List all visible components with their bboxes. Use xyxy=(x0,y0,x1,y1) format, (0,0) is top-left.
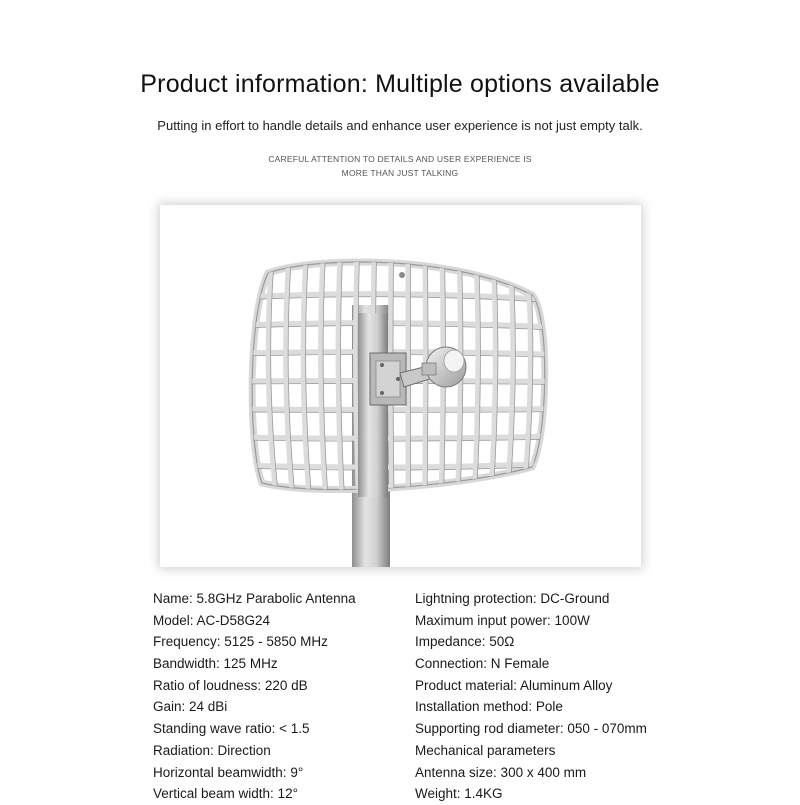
spec-line: Impedance: 50Ω xyxy=(415,634,515,650)
spec-line: Name: 5.8GHz Parabolic Antenna xyxy=(153,591,356,606)
spec-line: Antenna size: 300 x 400 mm xyxy=(415,764,587,780)
page-subtitle: Putting in effort to handle details and enhance user experience is not just empty talk. xyxy=(157,118,643,133)
spec-line: Horizontal beamwidth: 9° xyxy=(153,764,304,780)
spec-line: Vertical beam width: 12° xyxy=(153,786,298,802)
spec-line: Mechanical parameters xyxy=(415,742,556,758)
spec-line: Connection: N Female xyxy=(415,656,550,672)
spec-line: Ratio of loudness: 220 dB xyxy=(153,677,308,693)
page-title: Product information: Multiple options available xyxy=(140,70,660,98)
spec-line: Radiation: Direction xyxy=(153,742,271,758)
spec-line: Standing wave ratio: < 1.5 xyxy=(153,721,310,737)
caption-line-1: CAREFUL ATTENTION TO DETAILS AND USER EXPERIENCE IS xyxy=(268,154,532,164)
caption xyxy=(0,152,800,180)
spec-line: Weight: 1.4KG xyxy=(415,786,503,802)
spec-line: Product material: Aluminum Alloy xyxy=(415,677,613,693)
spec-line: Model: AC-D58G24 xyxy=(153,612,271,628)
product-photo xyxy=(160,205,641,567)
spec-line: Installation method: Pole xyxy=(415,699,563,715)
spec-list-right xyxy=(415,588,647,805)
spec-line: Maximum input power: 100W xyxy=(415,612,590,628)
spec-list-left xyxy=(153,588,356,805)
spec-line: Bandwidth: 125 MHz xyxy=(153,656,278,672)
caption-line-2: MORE THAN JUST TALKING xyxy=(341,168,459,178)
spec-line: Lightning protection: DC-Ground xyxy=(415,591,610,606)
antenna-illustration xyxy=(160,205,641,567)
spec-line: Supporting rod diameter: 050 - 070mm xyxy=(415,721,647,737)
spec-line: Frequency: 5125 - 5850 MHz xyxy=(153,634,328,650)
spec-line: Gain: 24 dBi xyxy=(153,699,228,715)
